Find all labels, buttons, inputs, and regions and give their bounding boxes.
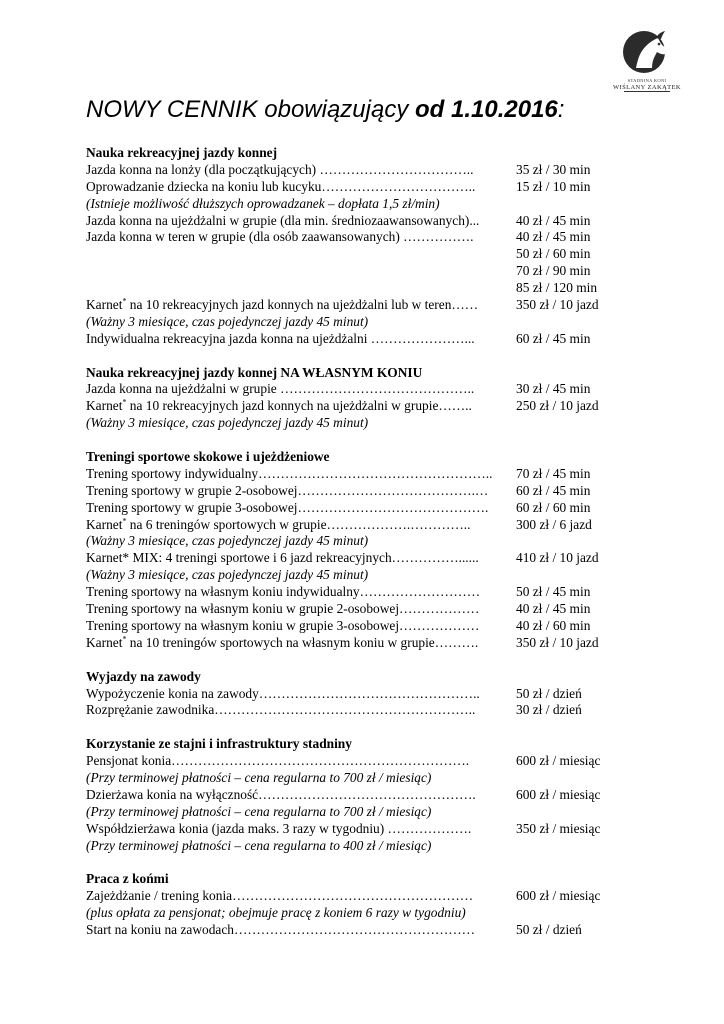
footnote-mark: *	[122, 634, 127, 644]
price-list	[86, 145, 606, 939]
price-note: (Przy terminowej płatności – cena regularna to 700 zł / miesiąc)	[86, 803, 432, 819]
description-text: Jazda konna w teren w grupie (dla osób zaawansowanych) …………….	[86, 229, 474, 245]
price-value: 350 zł / 10 jazd	[516, 634, 599, 650]
price-value: 60 zł / 45 min	[516, 330, 591, 346]
price-row	[86, 297, 606, 314]
section-heading: Wyjazdy na zawody	[86, 668, 201, 684]
section-spacer	[86, 432, 606, 449]
price-note: (Ważny 3 miesiące, czas pojedynczej jazdy 45 minut)	[86, 415, 369, 431]
price-row	[86, 702, 606, 719]
price-row	[86, 466, 606, 483]
logo-divider	[624, 91, 670, 92]
section-heading: Praca z końmi	[86, 871, 169, 887]
price-row	[86, 550, 606, 567]
description-text: na 10 rekreacyjnych jazd konnych na ujeżdżalni lub w teren……	[126, 297, 479, 313]
description-text: Współdzierżawa konia (jazda maks. 3 razy w tygodniu) ……………….	[86, 820, 472, 836]
logo-small-text: STADNINA KONI	[627, 78, 667, 83]
price-row	[86, 821, 606, 838]
price-row	[86, 213, 606, 230]
section-heading: Nauka rekreacyjnej jazdy konnej	[86, 145, 278, 160]
price-value: 250 zł / 10 jazd	[516, 398, 599, 414]
price-note: (Ważny 3 miesiące, czas pojedynczej jazdy 45 minut)	[86, 313, 369, 329]
horse-head-icon	[622, 28, 672, 76]
section-spacer	[86, 854, 606, 871]
description-text: Karnet* MIX: 4 treningi sportowe i 6 jazd rekreacyjnych……………......	[86, 550, 479, 566]
price-row	[86, 618, 606, 635]
price-row	[86, 787, 606, 804]
section-heading: Korzystanie ze stajni i infrastruktury stadniny	[86, 736, 352, 752]
section-spacer	[86, 652, 606, 669]
price-value: 350 zł / 10 jazd	[516, 297, 599, 313]
description-lead: Karnet	[86, 297, 123, 313]
price-value: 600 zł / miesiąc	[516, 786, 601, 802]
price-value: 40 zł / 60 min	[516, 617, 591, 633]
price-row	[86, 483, 606, 500]
price-value: 600 zł / miesiąc	[516, 888, 601, 904]
price-note: (Ważny 3 miesiące, czas pojedynczej jazdy 45 minut)	[86, 567, 369, 583]
description-text: Jazda konna na lonży (dla początkujących) ……………………………..	[86, 161, 474, 177]
price-row	[86, 584, 606, 601]
price-value: 600 zł / miesiąc	[516, 753, 601, 769]
price-value: 300 zł / 6 jazd	[516, 516, 592, 532]
price-continuation-row	[86, 263, 606, 280]
price-row	[86, 517, 606, 534]
description-text: Indywidualna rekreacyjna jazda konna na ujeżdżalni …………………...	[86, 330, 475, 346]
description-text: Oprowadzanie dziecka na koniu lub kucyku……………………………..	[86, 178, 476, 194]
section-spacer	[86, 719, 606, 736]
description-lead: Karnet	[86, 516, 123, 532]
price-row	[86, 331, 606, 348]
price-note: (Przy terminowej płatności – cena regularna to 400 zł / miesiąc)	[86, 837, 432, 853]
description-text: Trening sportowy w grupie 3-osobowej…………………………………….	[86, 499, 489, 515]
logo-brand-name: WIŚLANY ZAKĄTEK	[612, 84, 682, 91]
description-text: na 10 rekreacyjnych jazd konnych na ujeżdżalni w grupie……..	[126, 398, 472, 414]
price-row	[86, 381, 606, 398]
section-heading: Nauka rekreacyjnej jazdy konnej NA WŁASNYM KONIU	[86, 364, 423, 380]
price-row	[86, 753, 606, 770]
description-lead: Karnet	[86, 634, 123, 650]
price-continuation-row	[86, 246, 606, 263]
price-row	[86, 888, 606, 905]
description-text: Trening sportowy indywidualny……………………………………………..	[86, 465, 493, 481]
price-row	[86, 601, 606, 618]
description-text: Trening sportowy na własnym koniu indywidualny………………………	[86, 584, 481, 600]
title-date: od 1.10.2016	[415, 96, 558, 123]
price-value: 410 zł / 10 jazd	[516, 550, 599, 566]
title-suffix: :	[557, 96, 565, 123]
price-value: 40 zł / 45 min	[516, 229, 591, 245]
description-text: Pensjonat konia………………………………………………………….	[86, 753, 470, 769]
price-row	[86, 162, 606, 179]
description-lead: Karnet	[86, 398, 123, 414]
footnote-mark: *	[122, 398, 127, 407]
price-note: (Istnieje możliwość dłuższych oprowadzanek – dopłata 1,5 zł/min)	[86, 195, 440, 211]
price-value: 60 zł / 45 min	[516, 482, 591, 498]
price-value: 30 zł / 45 min	[516, 381, 591, 397]
description-text: Zajeżdżanie / trening konia………………………………………………	[86, 888, 474, 904]
description-text: na 6 treningów sportowych w grupie……………….…………..	[126, 516, 471, 532]
price-continuation-row	[86, 280, 606, 297]
description-text: Jazda konna na ujeżdżalni w grupie (dla min. średniozaawansowanych)...	[86, 212, 480, 228]
price-value: 35 zł / 30 min	[516, 161, 591, 177]
price-value: 40 zł / 45 min	[516, 212, 591, 228]
price-value: 50 zł / dzień	[516, 921, 582, 937]
description-text: na 10 treningów sportowych na własnym koniu w grupie……….	[126, 634, 479, 650]
description-text: Trening sportowy na własnym koniu w grupie 2-osobowej………………	[86, 601, 480, 617]
price-note: (Ważny 3 miesiące, czas pojedynczej jazdy 45 minut)	[86, 533, 369, 549]
description-text: Rozprężanie zawodnika…………………………………………………..	[86, 702, 476, 718]
footnote-mark: *	[122, 516, 127, 526]
stable-logo	[612, 28, 682, 100]
price-note: (Przy terminowej płatności – cena regularna to 700 zł / miesiąc)	[86, 769, 432, 785]
title-prefix: NOWY CENNIK obowiązujący	[86, 96, 415, 123]
description-text: Trening sportowy na własnym koniu w grupie 3-osobowej………………	[86, 617, 480, 633]
price-row	[86, 635, 606, 652]
price-row	[86, 922, 606, 939]
description-text: Jazda konna na ujeżdżalni w grupie ……………………………………..	[86, 381, 475, 397]
description-text: Start na koniu na zawodach………………………………………………	[86, 921, 476, 937]
price-row	[86, 229, 606, 246]
price-row	[86, 398, 606, 415]
price-value: 40 zł / 45 min	[516, 601, 591, 617]
section-heading: Treningi sportowe skokowe i ujeżdżeniowe	[86, 449, 330, 465]
price-row	[86, 179, 606, 196]
description-text: Wypożyczenie konia na zawody…………………………………………..	[86, 685, 480, 701]
price-value: 70 zł / 90 min	[516, 263, 591, 279]
description-text: Trening sportowy w grupie 2-osobowej………………………………….…	[86, 482, 489, 498]
price-note: (plus opłata za pensjonat; obejmuje pracę z koniem 6 razy w tygodniu)	[86, 905, 466, 921]
price-row	[86, 686, 606, 703]
price-value: 15 zł / 10 min	[516, 178, 591, 194]
footnote-mark: *	[122, 297, 127, 306]
section-spacer	[86, 348, 606, 365]
price-row	[86, 500, 606, 517]
price-value: 85 zł / 120 min	[516, 280, 598, 296]
price-value: 60 zł / 60 min	[516, 499, 591, 515]
description-text: Dzierżawa konia na wyłączność………………………………………….	[86, 786, 476, 802]
price-value: 350 zł / miesiąc	[516, 820, 601, 836]
price-value: 30 zł / dzień	[516, 702, 582, 718]
price-value: 50 zł / dzień	[516, 685, 582, 701]
page-title	[86, 96, 564, 124]
price-value: 50 zł / 60 min	[516, 246, 591, 262]
price-value: 50 zł / 45 min	[516, 584, 591, 600]
price-value: 70 zł / 45 min	[516, 465, 591, 481]
